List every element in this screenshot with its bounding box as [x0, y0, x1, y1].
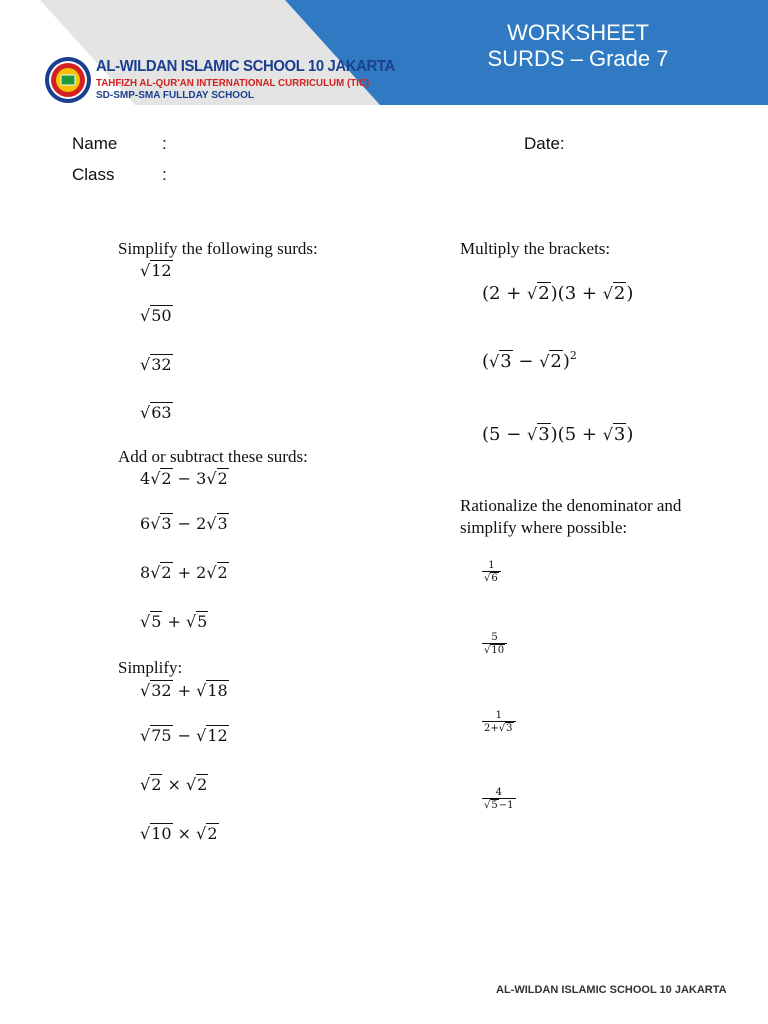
simplify-item — [140, 403, 173, 422]
fraction-denominator — [482, 798, 516, 811]
rationalize-heading-line1: Rationalize the denominator and — [460, 496, 682, 515]
radical-sign-icon: √ — [196, 726, 207, 745]
bracket-middle-part: )(3 + — [550, 283, 603, 304]
radicand: 3 — [500, 351, 512, 372]
radicand: 5 — [491, 800, 498, 811]
radical-sign-icon: √ — [140, 355, 151, 374]
radical-sign-icon: √ — [140, 306, 151, 325]
sqrt-expression — [539, 351, 563, 372]
sqrt-expression — [603, 283, 627, 304]
operator: × — [162, 775, 186, 794]
name-colon: : — [162, 134, 167, 153]
radicand: 5 — [151, 612, 162, 631]
coefficient: 6 — [140, 514, 151, 533]
sqrt-expression — [140, 775, 162, 794]
radicand: 3 — [506, 723, 513, 734]
radicand: 10 — [491, 645, 505, 656]
radicand: 32 — [151, 681, 172, 700]
operator: − — [172, 726, 197, 745]
radical-sign-icon: √ — [185, 612, 197, 631]
radical-sign-icon: √ — [527, 284, 538, 303]
radical-sign-icon: √ — [206, 469, 217, 488]
sqrt-expression — [140, 261, 173, 280]
sqrt-expression — [499, 723, 514, 734]
sqrt-expression — [140, 355, 173, 374]
bracket-middle-part: )(5 + — [550, 424, 603, 445]
operator: + — [172, 681, 197, 700]
addsub-item — [140, 563, 229, 582]
radical-sign-icon: √ — [484, 573, 491, 584]
radical-sign-icon: √ — [150, 563, 161, 582]
sqrt-expression — [206, 514, 228, 533]
radicand: 2 — [207, 824, 218, 843]
simplify-item — [140, 355, 173, 374]
school-logo — [44, 56, 92, 104]
radicand: 2 — [217, 469, 228, 488]
radical-sign-icon: √ — [484, 645, 491, 656]
sqrt-expression — [140, 306, 173, 325]
sqrt-expression — [489, 351, 513, 372]
fraction — [482, 632, 507, 656]
fraction-numerator: 1 — [488, 560, 495, 571]
radicand: 2 — [161, 469, 172, 488]
radicand: 32 — [151, 355, 172, 374]
fraction-numerator: 4 — [495, 787, 502, 798]
bracket-left-part: (2 + — [482, 283, 527, 304]
radicand: 3 — [613, 424, 626, 445]
radical-sign-icon: √ — [140, 824, 151, 843]
multiply-heading: Multiply the brackets: — [460, 239, 611, 258]
radical-sign-icon: √ — [150, 514, 161, 533]
class-label: Class — [72, 165, 115, 184]
addsub-heading: Add or subtract these surds: — [118, 447, 308, 466]
radicand: 12 — [207, 726, 228, 745]
sqrt-expression — [484, 645, 505, 656]
addsub-item — [140, 514, 229, 533]
fraction — [482, 787, 516, 811]
radical-sign-icon: √ — [489, 352, 500, 371]
simplify-item — [140, 261, 173, 280]
sqrt-expression — [527, 424, 551, 445]
paren: ) — [626, 283, 634, 304]
simplify2-item — [140, 775, 208, 794]
fraction — [482, 560, 501, 584]
fraction — [482, 710, 516, 734]
fraction-denominator — [482, 721, 516, 734]
bracket-left-part: (5 − — [482, 424, 527, 445]
fraction-numerator: 5 — [491, 632, 498, 643]
radical-sign-icon: √ — [206, 563, 217, 582]
simplify-item — [140, 306, 173, 325]
footer-school-name: AL-WILDAN ISLAMIC SCHOOL 10 JAKARTA — [496, 984, 727, 996]
operator: + — [172, 563, 197, 582]
radicand: 3 — [538, 424, 550, 445]
radicand: 2 — [613, 283, 626, 304]
simplify2-item — [140, 681, 229, 700]
sqrt-expression — [150, 469, 172, 488]
fraction-numerator: 1 — [495, 710, 502, 721]
sqrt-expression — [603, 424, 627, 445]
sqrt-expression — [484, 573, 499, 584]
denominator-suffix: −1 — [498, 800, 514, 811]
radical-sign-icon: √ — [206, 514, 217, 533]
coefficient: 3 — [196, 469, 207, 488]
radicand: 5 — [197, 612, 208, 631]
operator: − — [172, 514, 197, 533]
sqrt-expression — [206, 469, 228, 488]
radicand: 18 — [207, 681, 228, 700]
operator: + — [162, 612, 186, 631]
class-colon: : — [162, 165, 167, 184]
exponent: 2 — [569, 349, 577, 362]
fraction-denominator — [482, 571, 501, 584]
coefficient: 2 — [196, 563, 207, 582]
sqrt-expression — [140, 824, 173, 843]
radical-sign-icon: √ — [498, 723, 506, 734]
simplify-heading: Simplify the following surds: — [118, 239, 318, 258]
radical-sign-icon: √ — [140, 612, 151, 631]
operator: − — [172, 469, 197, 488]
sqrt-expression — [196, 726, 229, 745]
sqrt-expression — [150, 514, 172, 533]
radical-sign-icon: √ — [140, 681, 151, 700]
radicand: 2 — [538, 283, 550, 304]
radical-sign-icon: √ — [539, 352, 550, 371]
radical-sign-icon: √ — [185, 775, 197, 794]
radicand: 50 — [151, 306, 172, 325]
denominator-prefix: 2+ — [484, 723, 499, 734]
coefficient: 4 — [140, 469, 151, 488]
simplify2-item — [140, 824, 219, 843]
paren: ) — [562, 351, 570, 372]
sqrt-expression — [140, 612, 162, 631]
paren: ) — [626, 424, 634, 445]
sqrt-expression — [140, 726, 173, 745]
radical-sign-icon: √ — [140, 261, 151, 280]
sqrt-expression — [206, 563, 228, 582]
fraction-denominator — [482, 643, 507, 656]
radicand: 2 — [197, 775, 208, 794]
radical-sign-icon: √ — [527, 425, 538, 444]
date-label: Date: — [524, 134, 565, 153]
radical-sign-icon: √ — [196, 681, 207, 700]
radicand: 63 — [151, 403, 172, 422]
radical-sign-icon: √ — [140, 775, 151, 794]
simplify2-item — [140, 726, 229, 745]
multiply-item — [482, 349, 577, 372]
school-name: AL-WILDAN ISLAMIC SCHOOL 10 JAKARTA — [96, 58, 395, 75]
sqrt-expression — [527, 283, 551, 304]
operator: × — [172, 824, 197, 843]
radicand: 3 — [161, 514, 172, 533]
radicand: 2 — [161, 563, 172, 582]
addsub-item — [140, 469, 229, 488]
sqrt-expression — [186, 775, 208, 794]
worksheet-title: WORKSHEET — [507, 20, 649, 45]
school-tagline: TAHFIZH AL-QUR'AN INTERNATIONAL CURRICULUM (TIC) — [96, 77, 370, 89]
coefficient: 8 — [140, 563, 151, 582]
coefficient: 2 — [196, 514, 207, 533]
radicand: 10 — [151, 824, 172, 843]
sqrt-expression — [150, 563, 172, 582]
radicand: 6 — [491, 573, 498, 584]
radical-sign-icon: √ — [196, 824, 207, 843]
operator: − — [512, 351, 540, 372]
radicand: 75 — [151, 726, 172, 745]
radical-sign-icon: √ — [484, 800, 491, 811]
sqrt-expression — [140, 681, 173, 700]
name-label: Name — [72, 134, 118, 153]
radical-sign-icon: √ — [150, 469, 161, 488]
radical-sign-icon: √ — [140, 403, 151, 422]
radical-sign-icon: √ — [140, 726, 151, 745]
simplify2-heading: Simplify: — [118, 658, 183, 677]
sqrt-expression — [140, 403, 173, 422]
addsub-item — [140, 612, 208, 631]
rationalize-heading-line2: simplify where possible: — [460, 518, 628, 537]
sqrt-expression — [196, 681, 229, 700]
school-levels: SD-SMP-SMA FULLDAY SCHOOL — [96, 90, 254, 101]
paren: ( — [482, 351, 490, 372]
sqrt-expression — [196, 824, 218, 843]
sqrt-expression — [484, 800, 499, 811]
radicand: 2 — [550, 351, 562, 372]
sqrt-expression — [186, 612, 208, 631]
multiply-item — [482, 283, 633, 304]
radicand: 3 — [217, 514, 228, 533]
radicand: 2 — [151, 775, 162, 794]
multiply-item — [482, 424, 633, 445]
radical-sign-icon: √ — [602, 425, 613, 444]
radicand: 12 — [151, 261, 172, 280]
radical-sign-icon: √ — [602, 284, 613, 303]
radicand: 2 — [217, 563, 228, 582]
worksheet-subtitle: SURDS – Grade 7 — [487, 46, 669, 71]
